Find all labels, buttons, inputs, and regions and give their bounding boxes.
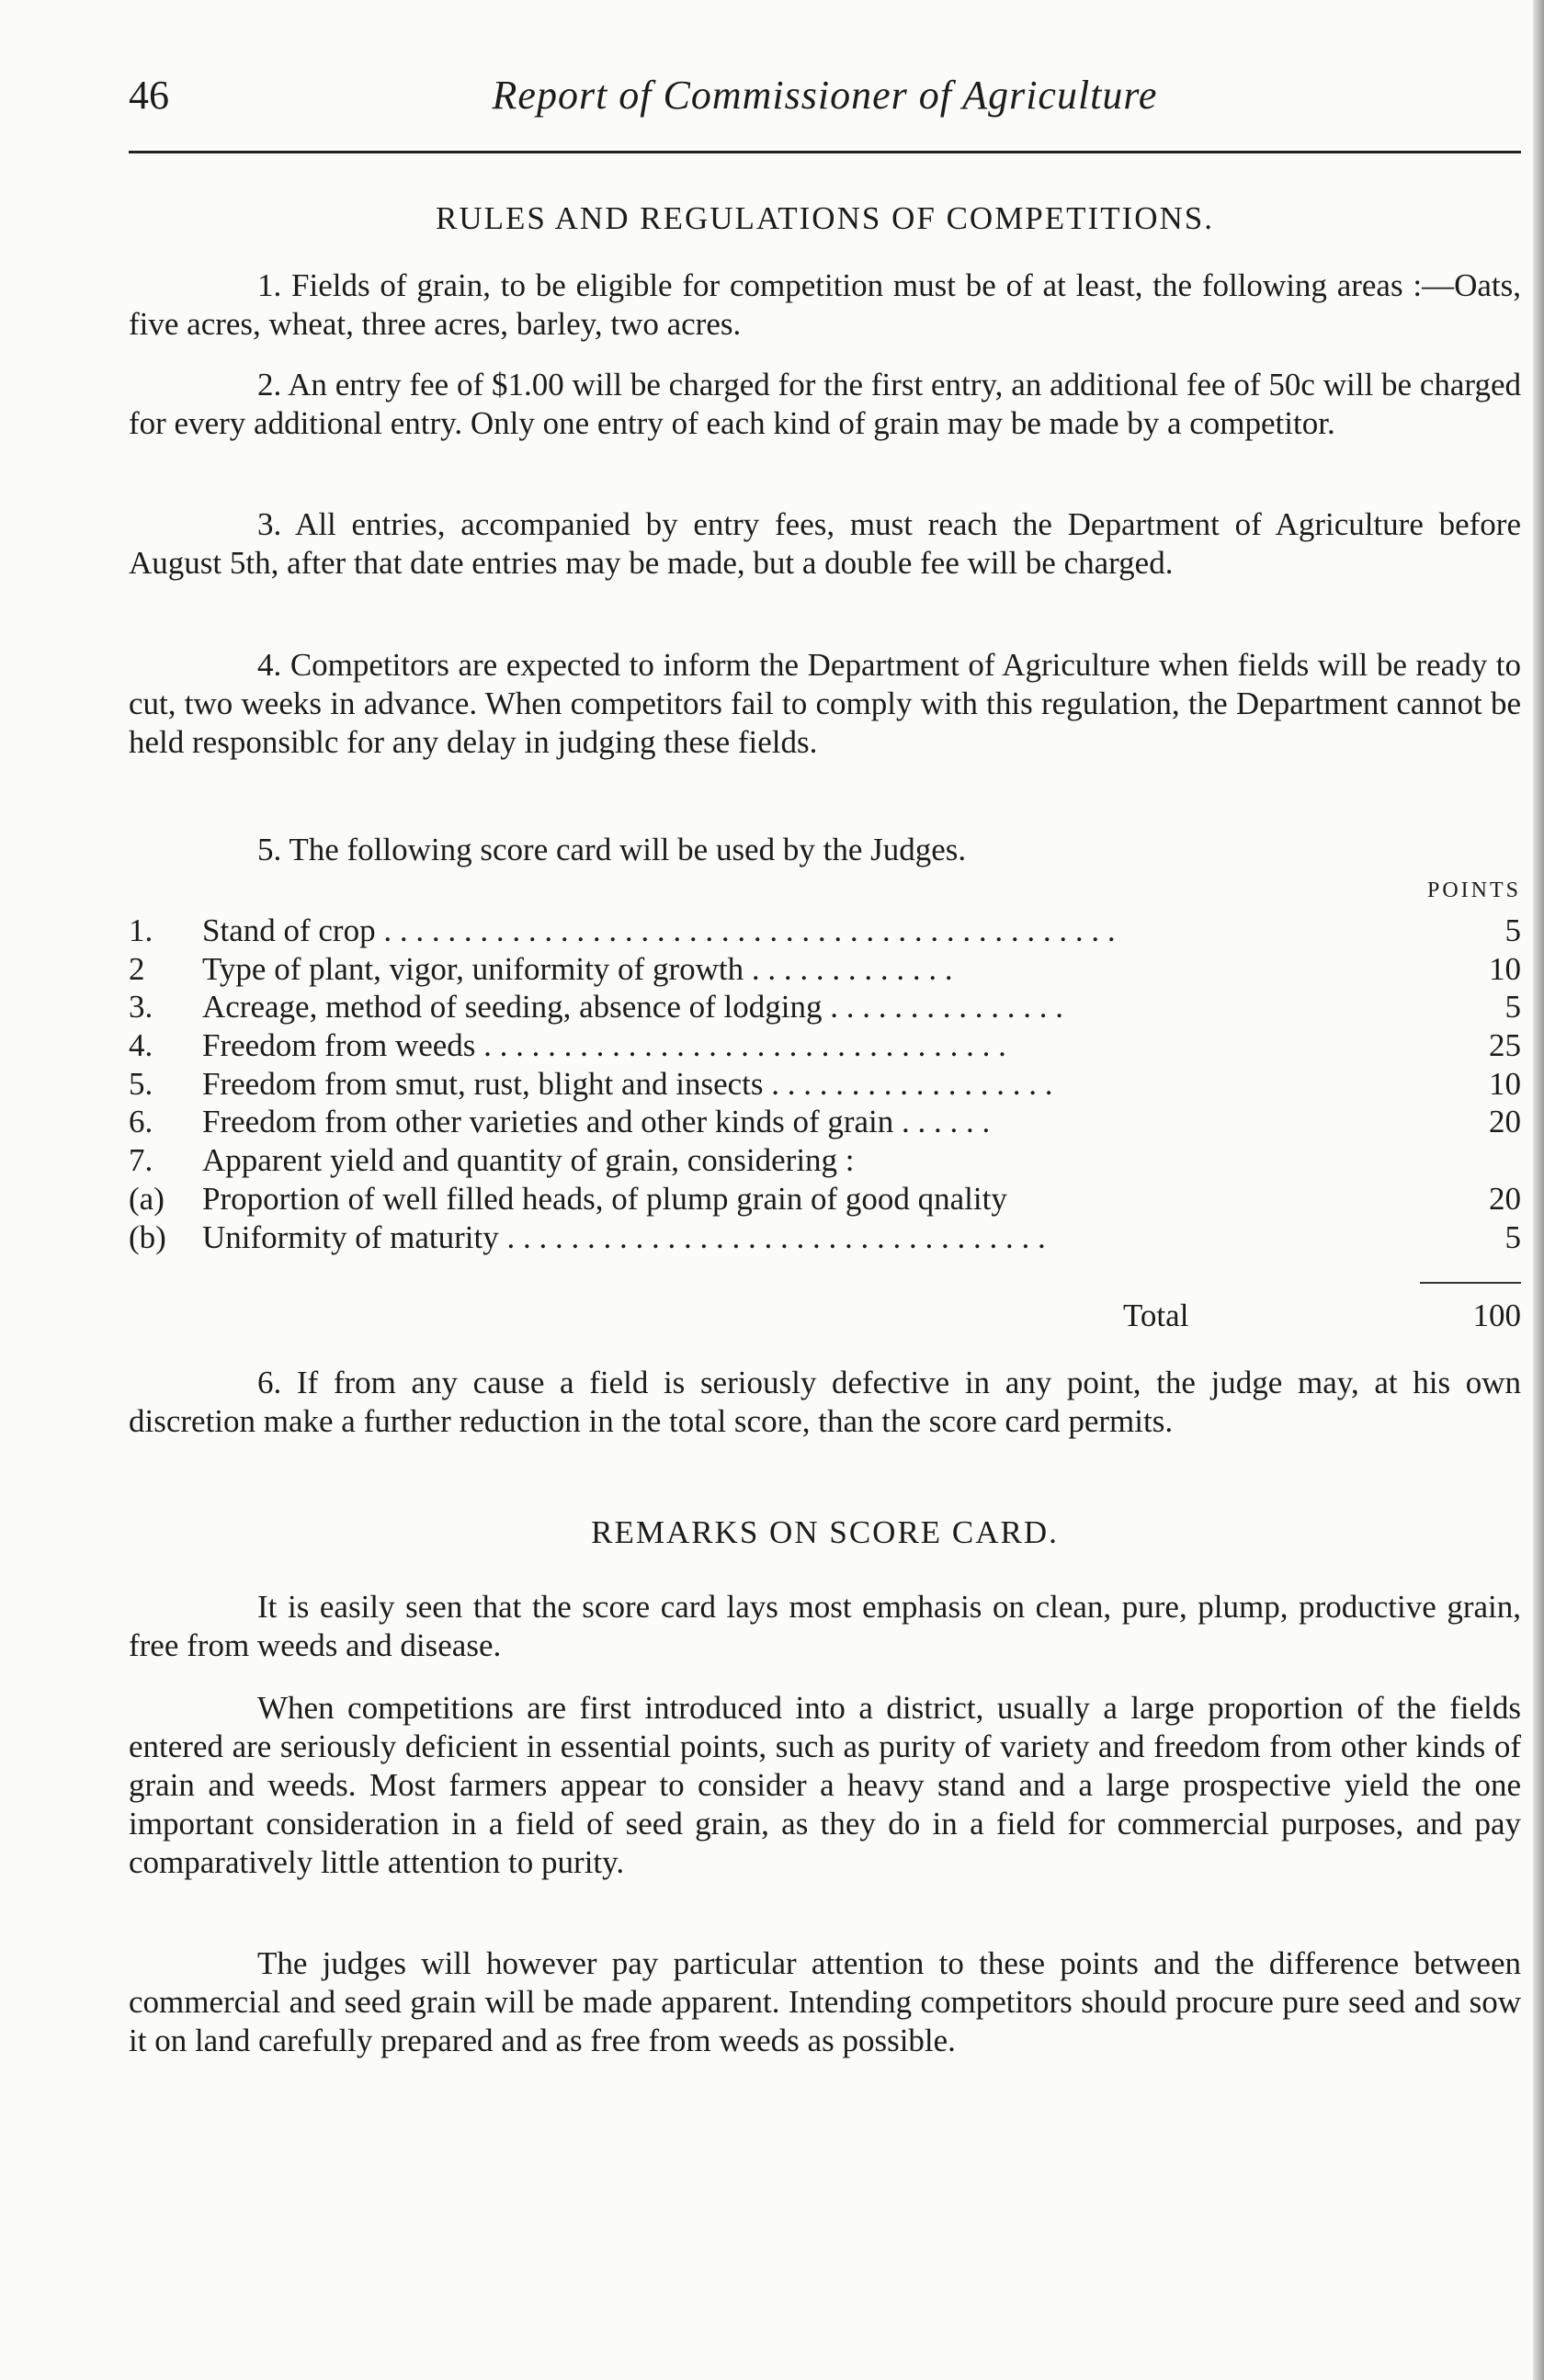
page-edge-shadow <box>1533 0 1544 2380</box>
score-item-points: 10 <box>1489 1065 1521 1102</box>
score-item <box>129 1141 1521 1180</box>
header-rule <box>129 151 1521 153</box>
score-item <box>129 1065 1521 1104</box>
score-item-description: Type of plant, vigor, uniformity of growth . . . . . . . . . . . . . <box>202 950 953 987</box>
score-item-points: 20 <box>1489 1180 1521 1217</box>
score-item-number: 1. <box>129 912 153 948</box>
score-item-description: Proportion of well filled heads, of plump grain of good qnality <box>202 1180 1007 1217</box>
score-item <box>129 1103 1521 1141</box>
score-item-description: Freedom from weeds . . . . . . . . . . . . . . . . . . . . . . . . . . . . . . . . . <box>202 1027 1006 1064</box>
total-label: Total <box>1123 1298 1189 1333</box>
score-item-points: 25 <box>1489 1027 1521 1064</box>
score-item-number: 2 <box>129 950 145 987</box>
score-item <box>129 950 1521 989</box>
score-item-points: 5 <box>1504 1218 1521 1255</box>
page-number: 46 <box>129 73 169 118</box>
score-item-number: 4. <box>129 1027 153 1064</box>
score-item <box>129 912 1521 950</box>
rule-2: 2. An entry fee of $1.00 will be charged for the first entry, an additional fee of 50c will be charged for every additional entry. Only one entry of each kind of grain may be made by a competitor. <box>129 367 1521 441</box>
score-item-description: Apparent yield and quantity of grain, considering : <box>202 1142 855 1179</box>
rule-3: 3. All entries, accompanied by entry fees, must reach the Department of Agriculture before August 5th, after that date entries may be made, but a double fee will be charged. <box>129 506 1521 581</box>
score-card-list <box>129 912 1521 1256</box>
remarks-heading: REMARKS ON SCORE CARD. <box>591 1514 1059 1550</box>
score-item <box>129 988 1521 1026</box>
total-value: 100 <box>1472 1298 1521 1333</box>
remarks-paragraph-3: The judges will however pay particular attention to these points and the difference between commercial and seed grain will be made apparent. Intending competitors should procure pure seed and sow it on land carefully prepared and as free from weeds as possible. <box>129 1945 1521 2058</box>
score-item <box>129 1218 1521 1257</box>
score-item-points: 20 <box>1489 1104 1521 1140</box>
rule-6: 6. If from any cause a field is seriously defective in any point, the judge may, at his own discretion make a further reduction in the total score, than the score card permits. <box>129 1365 1521 1439</box>
page-header <box>129 72 1521 127</box>
score-item-number: 3. <box>129 989 153 1026</box>
score-item-points: 5 <box>1504 912 1521 948</box>
score-item-number: 6. <box>129 1104 153 1140</box>
score-item <box>129 1026 1521 1065</box>
score-item-number: (b) <box>129 1218 166 1255</box>
score-item <box>129 1180 1521 1218</box>
rule-4: 4. Competitors are expected to inform the Department of Agriculture when fields will be ready to cut, two weeks in advance. When competitors fail to comply with this regulation, the Department cannot be held responsiblc for any delay in judging these fields. <box>129 647 1521 760</box>
running-title: Report of Commissioner of Agriculture <box>492 73 1158 118</box>
score-item-points: 5 <box>1504 989 1521 1026</box>
rules-heading: RULES AND REGULATIONS OF COMPETITIONS. <box>435 200 1214 236</box>
score-item-points: 10 <box>1489 950 1521 987</box>
score-item-description: Stand of crop . . . . . . . . . . . . . . . . . . . . . . . . . . . . . . . . . . . . . . . . . . . . . . <box>202 912 1116 948</box>
rule-5: 5. The following score card will be used by the Judges. <box>257 832 967 867</box>
score-item-number: 5. <box>129 1065 153 1102</box>
score-item-description: Acreage, method of seeding, absence of lodging . . . . . . . . . . . . . . . <box>202 989 1063 1026</box>
points-column-header: POINTS <box>1426 878 1521 902</box>
score-item-number: 7. <box>129 1142 153 1179</box>
score-item-number: (a) <box>129 1180 165 1217</box>
total-rule <box>1420 1282 1521 1284</box>
score-item-description: Uniformity of maturity . . . . . . . . . . . . . . . . . . . . . . . . . . . . . . . . . . <box>202 1218 1046 1255</box>
rule-1: 1. Fields of grain, to be eligible for competition must be of at least, the following areas :—Oats, five acres, wheat, three acres, barley, two acres. <box>129 267 1521 342</box>
remarks-paragraph-2: When competitions are first introduced into a district, usually a large proportion of the fields entered are seriously deficient in essential points, such as purity of variety and freedom from other kinds of grain and weeds. Most farmers appear to consider a heavy stand and a large prospective yield the one important consideration in a field of seed grain, as they do in a field for commercial purposes, and pay comparatively little attention to purity. <box>129 1690 1521 1880</box>
score-item-description: Freedom from smut, rust, blight and insects . . . . . . . . . . . . . . . . . . <box>202 1065 1053 1102</box>
remarks-paragraph-1: It is easily seen that the score card lays most emphasis on clean, pure, plump, productive grain, free from weeds and disease. <box>129 1589 1521 1663</box>
score-item-description: Freedom from other varieties and other kinds of grain . . . . . . <box>202 1104 991 1140</box>
